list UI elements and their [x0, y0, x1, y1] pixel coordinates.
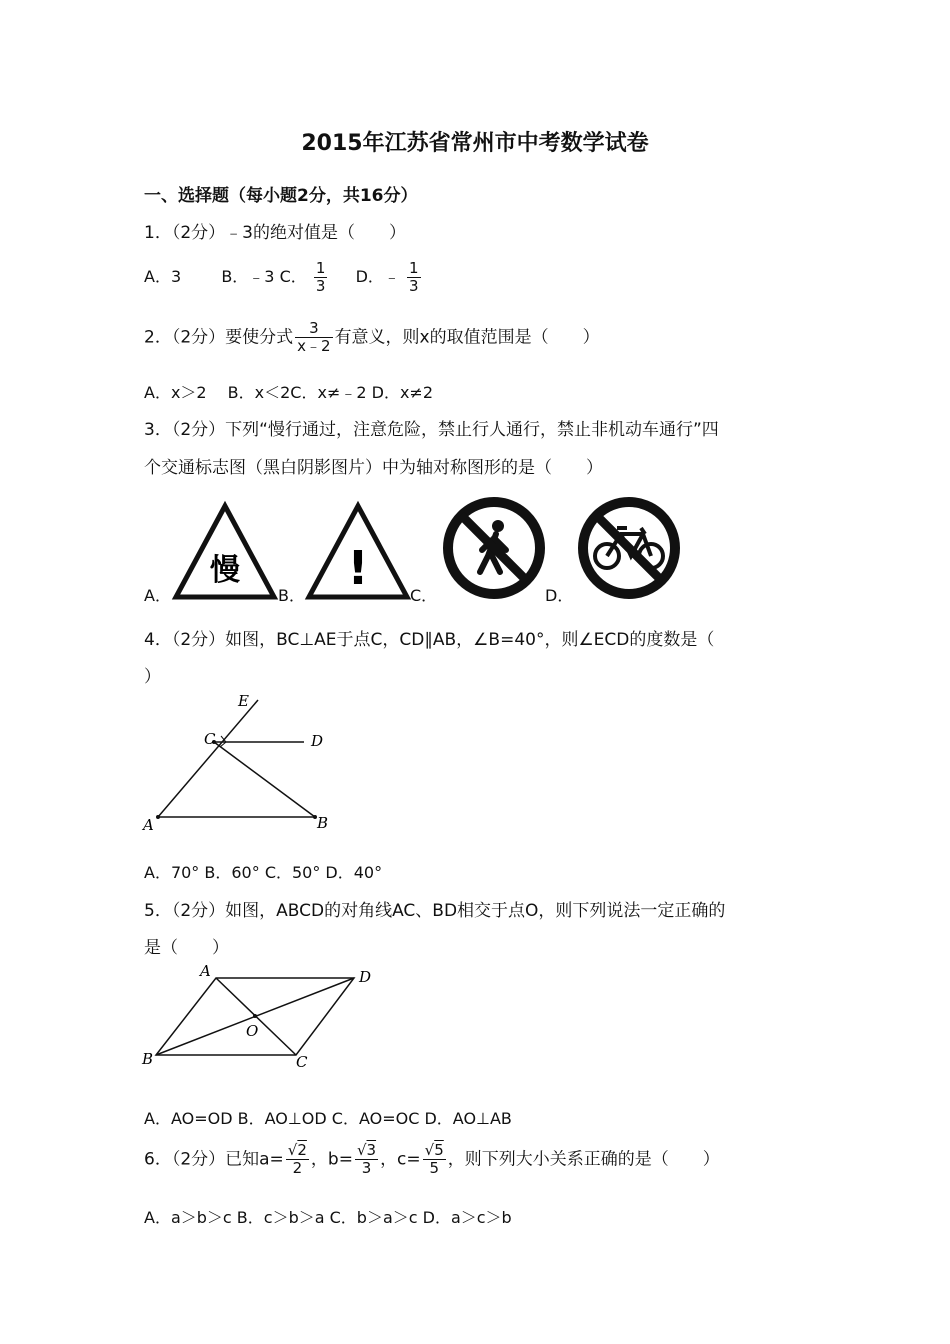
q2-options: A．x＞2 B．x＜2C．x≠﹣2 D．x≠2 — [144, 383, 433, 402]
q1-option-d-fraction: $\frac{1}{3}$ — [409, 259, 419, 295]
label-a: A — [200, 962, 211, 980]
q6-c-fraction: $\frac{√5}{5}$ — [424, 1141, 444, 1177]
q4-options: A．70° B．60° C．50° D．40° — [144, 863, 383, 882]
q4-figure — [140, 690, 340, 835]
sign-danger-triangle — [303, 500, 413, 602]
label-o: O — [246, 1022, 259, 1040]
q6-stem: 6．（2分）已知a= $\frac{√2}{2}$ ，b= $\frac{√3}{3}$ ，c= $\frac{√5}{5}$ ，则下列大小关系正确的是（ ） — [144, 1141, 720, 1177]
q6-b-fraction: $\frac{√3}{3}$ — [356, 1141, 377, 1177]
sign-no-bicycle — [575, 494, 683, 602]
label-a: A — [143, 816, 154, 834]
label-c: C — [204, 730, 216, 748]
line-cb — [214, 742, 315, 817]
sign-exclamation-text: ! — [347, 541, 369, 595]
label-e: E — [238, 692, 249, 710]
label-d: D — [359, 968, 372, 986]
sign-slow-text: 慢 — [210, 553, 240, 588]
q1-option-a: A．3 — [144, 267, 182, 286]
prohibition-slash — [596, 515, 662, 581]
q4-stem-line2: ） — [144, 667, 161, 687]
q3-option-d: D． — [545, 586, 574, 605]
q1-option-c-fraction: $\frac{1}{3}$ — [315, 259, 326, 295]
point-o — [253, 1014, 257, 1018]
point-a — [156, 815, 160, 819]
label-b: B — [317, 814, 329, 832]
q2-fraction: $\frac{3}{x﹣2}$ — [297, 319, 331, 355]
q5-figure — [138, 960, 383, 1075]
q1-options — [144, 260, 423, 295]
label-b: B — [142, 1050, 154, 1068]
line-ae — [158, 700, 258, 817]
sign-no-pedestrian — [440, 494, 548, 602]
page-title: 2015年江苏省常州市中考数学试卷 — [301, 131, 649, 156]
section-heading: 一、选择题（每小题2分，共16分） — [144, 186, 418, 206]
q5-stem-line1: 5．（2分）如图，ABCD的对角线AC、BD相交于点O，则下列说法一定正确的 — [144, 901, 726, 921]
q5-options: A．AO=OD B．AO⊥OD C．AO=OC D．AO⊥AB — [144, 1109, 512, 1128]
q4-stem-line1: 4．（2分）如图，BC⊥AE于点C，CD∥AB，∠B=40°，则∠ECD的度数是（ — [144, 630, 715, 650]
q1-option-b: B．﹣3 — [221, 267, 275, 286]
q5-stem-line2: 是（ ） — [144, 938, 229, 958]
sign-slow-triangle — [170, 500, 280, 602]
label-c: C — [296, 1053, 308, 1071]
q3-stem-line2: 个交通标志图（黑白阴影图片）中为轴对称图形的是（ ） — [144, 458, 603, 478]
q3-option-b: B． — [278, 586, 305, 605]
q3-stem-line1: 3．（2分）下列“慢行通过，注意危险，禁止行人通行，禁止非机动车通行”四 — [144, 420, 719, 440]
q6-a-fraction: $\frac{√2}{2}$ — [287, 1141, 307, 1177]
q3-option-a: A． — [144, 586, 171, 605]
q1-option-c: C． — [279, 267, 307, 286]
q1-option-d: D．﹣ — [355, 267, 400, 286]
q1-stem: 1．（2分）﹣3的绝对值是（ ） — [144, 223, 406, 243]
q2-stem: 2．（2分）要使分式 $\frac{3}{x﹣2}$ 有意义，则x的取值范围是（ ） — [144, 319, 600, 355]
q6-options: A．a＞b＞c B．c＞b＞a C．b＞a＞c D．a＞c＞b — [144, 1208, 512, 1227]
q3-option-c: C． — [410, 586, 438, 605]
label-d: D — [311, 732, 324, 750]
